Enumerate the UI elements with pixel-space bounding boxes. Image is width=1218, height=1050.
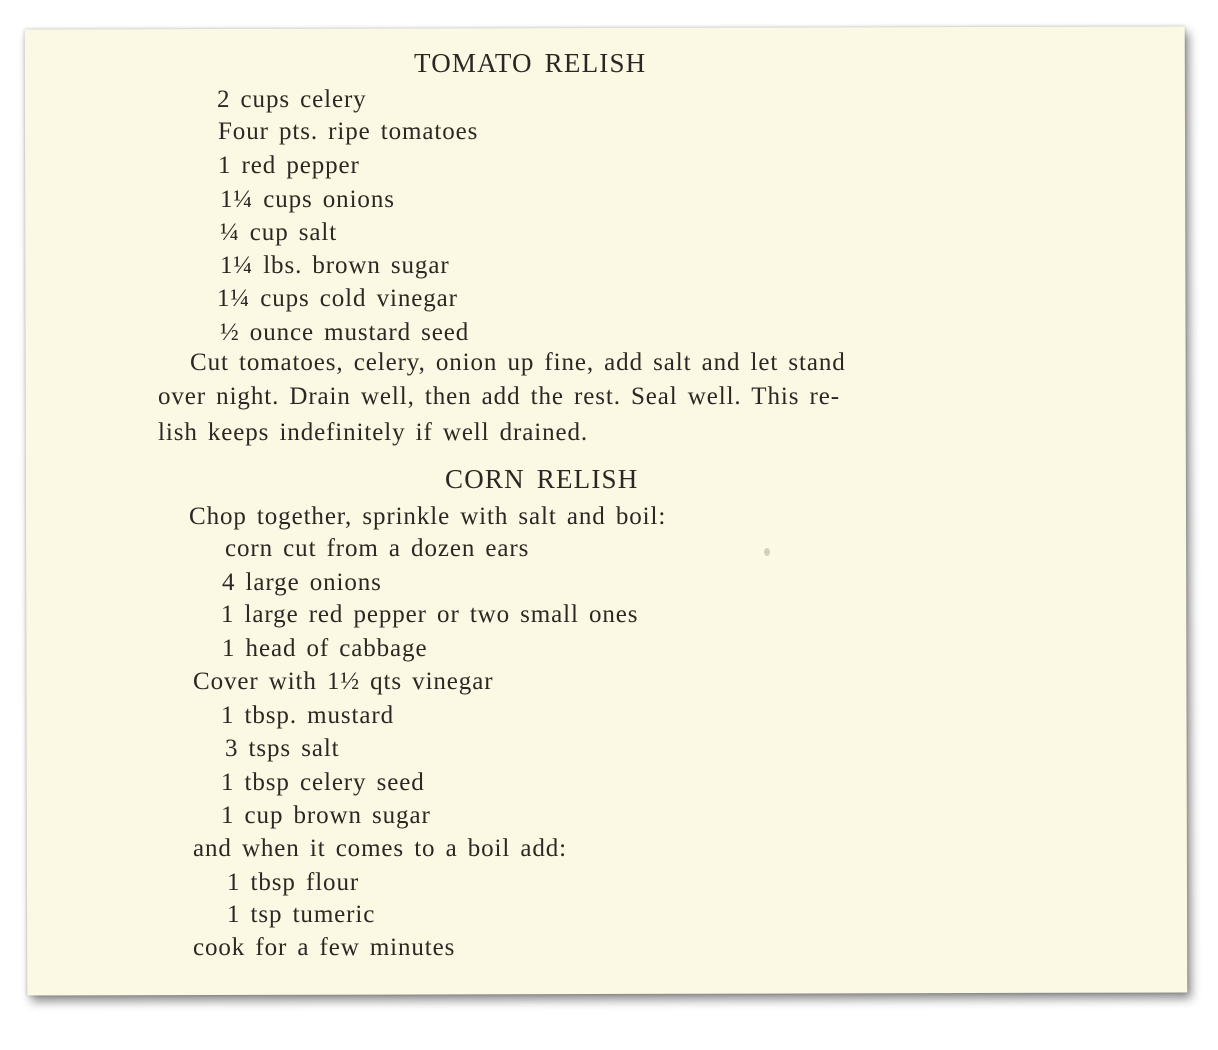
ingredient-line: 3 tsps salt (225, 735, 340, 762)
ingredient-line: 1 red pepper (218, 152, 360, 179)
instruction-line: cook for a few minutes (193, 934, 456, 961)
ingredient-line: corn cut from a dozen ears (225, 535, 530, 562)
corn-relish-title: CORN RELISH (445, 464, 639, 494)
ingredient-line: 1 cup brown sugar (221, 802, 431, 829)
directions-line: over night. Drain well, then add the rest. Seal well. This re- (158, 383, 840, 410)
ingredient-line: 4 large onions (222, 569, 382, 596)
ingredient-line: 1 tbsp. mustard (221, 702, 394, 729)
instruction-line: and when it comes to a boil add: (193, 835, 568, 862)
ingredient-line: 1 large red pepper or two small ones (221, 601, 639, 628)
ingredient-line: 1 tsp tumeric (227, 901, 376, 928)
instruction-line: Cover with 1½ qts vinegar (193, 668, 494, 695)
instruction-line: Chop together, sprinkle with salt and boil: (189, 503, 667, 530)
ingredient-line: 1 head of cabbage (222, 635, 428, 662)
ingredient-line: 1¼ cups onions (220, 186, 395, 213)
directions-line: Cut tomatoes, celery, onion up fine, add salt and let stand (190, 349, 846, 376)
ingredient-line: 1 tbsp celery seed (221, 769, 425, 796)
tomato-relish-title: TOMATO RELISH (414, 48, 647, 78)
ingredient-line: Four pts. ripe tomatoes (218, 118, 479, 145)
ingredient-line: 1 tbsp flour (227, 869, 360, 896)
ingredient-line: ½ ounce mustard seed (220, 319, 470, 346)
paper-stain (764, 548, 770, 556)
ingredient-line: 1¼ lbs. brown sugar (220, 252, 450, 279)
directions-line: lish keeps indefinitely if well drained. (158, 419, 589, 446)
ingredient-line: 2 cups celery (217, 86, 367, 113)
ingredient-line: 1¼ cups cold vinegar (217, 285, 458, 312)
ingredient-line: ¼ cup salt (220, 219, 338, 246)
